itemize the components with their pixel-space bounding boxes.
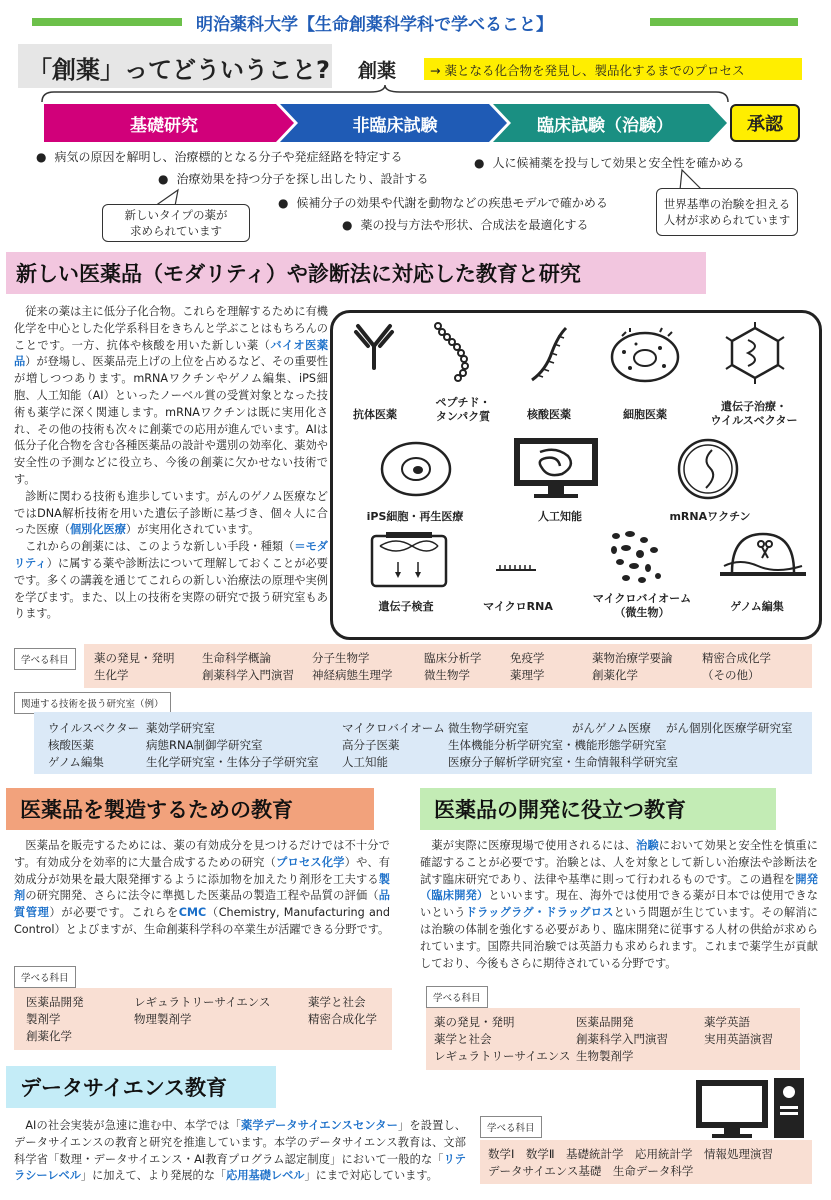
subject: 精密合成化学 (308, 1012, 377, 1026)
subject: 生命科学概論 (202, 651, 271, 665)
approval-box: 承認 (730, 104, 800, 142)
lab-tech: マイクロバイオーム (342, 721, 445, 735)
lab-name: 生体機能分析学研究室・機能形態学研究室 (448, 738, 667, 752)
step-clinical: 臨床試験（治験） (537, 115, 673, 136)
callout-right (656, 188, 798, 236)
header-bar-left (32, 18, 182, 26)
icon-label-genome-editing: ゲノム編集 (730, 600, 784, 613)
subject-line: 数学Ⅰ 数学Ⅱ 基礎統計学 応用統計学 情報処理演習 (488, 1147, 774, 1161)
labs-box (34, 712, 812, 774)
subject: 薬学英語 (704, 1015, 750, 1029)
formulation-term: 製剤 (14, 872, 390, 903)
icon-label-viral: 遺伝子治療・ ウイルスベクター (710, 400, 798, 427)
icon-label-mrna: mRNAワクチン (669, 510, 751, 523)
bullet-4: ● 薬の投与方法や形状、合成法を最適化する (342, 216, 589, 233)
genetic-test-icon (368, 532, 450, 592)
question-text: 「創薬」ってどういうこと? (28, 56, 330, 84)
icon-label-antibody: 抗体医薬 (353, 408, 397, 421)
bullet-1: ● 病気の原因を解明し、治療標的となる分子や発症経路を特定する (36, 148, 403, 165)
lab-tech: がんゲノム医療 (572, 721, 651, 735)
bio-pharma-term: バイオ医薬品 (14, 338, 329, 369)
subject: 創薬化学 (592, 668, 638, 682)
lab-tech: ゲノム編集 (48, 755, 104, 769)
drug-lag-term: ドラッグラグ・ドラッグロス (465, 906, 614, 920)
subject: （その他） (702, 668, 760, 682)
callout-left-line-1: 新しいタイプの薬が (124, 208, 228, 222)
subject: 薬の発見・発明 (94, 651, 175, 665)
manufacturing-subjects (14, 988, 392, 1050)
lab-tech: 高分子医薬 (342, 738, 400, 752)
bullet-2: ● 治療効果を持つ分子を探し出したり、設計する (158, 170, 429, 187)
manufacturing-text: 医薬品を販売するためには、薬の有効成分を見つけるだけでは不十分です。有効成分を効率的に大量合成するための研究（プロセス化学）や、有効成分が効果を最大限発揮するように添加物を加えたり剤形を工夫する製剤の研究開発、さらに法令に準拠した医薬品の製造工程や品質の評価（品質管理）が必要です。これらをCMC（Chemistry, Manufacturing and Control）とよびますが、生命創薬科学科の卒業生が活躍できる分野です。 (14, 839, 390, 936)
quality-control-term: 品質管理 (14, 889, 390, 920)
viral-vector-icon (724, 322, 786, 384)
icon-label-peptide: ペプチド・ タンパク質 (435, 396, 491, 423)
microrna-icon (494, 562, 538, 576)
mrna-vaccine-icon (676, 438, 740, 500)
lab-name: 生化学研究室・生体分子学研究室 (146, 755, 319, 769)
lab-tech: 人工知能 (342, 755, 388, 769)
subject: 分子生物学 (312, 651, 370, 665)
manufacturing-subjects-label: 学べる科目 (14, 966, 76, 988)
modality-text: 従来の薬は主に低分子化合物。これらを理解するために有機化学を中心とした化学系科目をきちんと学ぶことはもちろんのことです。一方、抗体や核酸を用いた新しい薬（バイオ医薬品）が登場し、医薬品売上げの上位を占めるなど、その重要性が増しつつあります。mRNAワクチンやゲノム編集、iPS細胞、人工知能（AI）といったノーベル賞の受賞対象となった技術も薬学に深く関連します。mRNAワクチンは既に実用化され、その他の技術も次々に創薬での応用が進んでいます。AIは低分子化合物を含む各種医薬品の設計や選別の効率化、薬効や安全性の予測などに役立ち、今後の創薬に欠かせない技術です。 診断に関わる技術も進歩しています。がんのゲノム医療などではDNA解析技術を用いた遺伝子診断に基づき、個々人に合った医療（個別化医療）が実用化されています。 これからの創薬には、このような新しい手段・種類（＝モダリティ）に属する薬や診断法について理解しておくことが必要です。多くの講義を通じてこれらの新しい治療法の原理や実例を学びます。また、以上の技術を実際の研究で扱う研究室もあります。 (14, 305, 329, 621)
callout-right-line-2: 人材が求められています (663, 213, 791, 227)
clinical-trial-term: 治験 (636, 839, 659, 852)
bullet-3: ● 候補分子の効果や代謝を動物などの疾患モデルで確かめる (278, 194, 608, 211)
subject: 医薬品開発 (26, 995, 84, 1009)
icon-label-microbiome: マイクロバイオーム （微生物） (592, 592, 692, 619)
modality-heading (6, 252, 706, 294)
subject: 実用英語演習 (704, 1032, 773, 1046)
subject: レギュラトリーサイエンス (134, 995, 271, 1009)
page-title: 明治薬科大学【生命創薬科学科で学べること】 (196, 15, 553, 35)
lab-name: 薬効学研究室 (146, 721, 215, 735)
datascience-subjects-label: 学べる科目 (480, 1116, 542, 1138)
step-basic-research: 基礎研究 (130, 115, 198, 136)
datascience-text: AIの社会実装が急速に進む中、本学では「薬学データサイエンスセンター」を設置し、データサイエンスの教育と研究を推進しています。本学のデータサイエンス教育は、文部科学省「数理・データサイエンス・AI教育プログラム認定制度」において一般的な「リテラシーレベル」に加えて、より発展的な「応用基礎レベル」にまで対応しています。 (14, 1119, 466, 1183)
icon-label-cell: 細胞医薬 (623, 408, 667, 421)
datascience-heading-text: データサイエンス教育 (20, 1076, 228, 1100)
subject: 製剤学 (26, 1012, 61, 1026)
subject: 薬の発見・発明 (434, 1015, 515, 1029)
icon-label-nucleic: 核酸医薬 (527, 408, 571, 421)
term-label: 創薬 (358, 60, 397, 82)
modality-subjects (84, 644, 812, 688)
process-chem-term: プロセス化学 (276, 855, 345, 869)
subject: 薬理学 (510, 668, 545, 682)
callout-left (102, 204, 250, 242)
callout-left-line-2: 求められています (130, 224, 222, 238)
clinical-dev-term: 開発（臨床開発） (420, 872, 818, 903)
lab-name: 医療分子解析学研究室・生命情報科学研究室 (448, 755, 678, 769)
subject: レギュラトリーサイエンス (434, 1049, 571, 1063)
cmc-term: CMC (178, 906, 207, 920)
header-bar-right (650, 18, 798, 26)
nucleic-acid-icon (528, 326, 568, 382)
definition-box: → 薬となる化合物を発見し、製品化するまでのプロセス (424, 58, 802, 80)
icon-label-microrna: マイクロRNA (483, 600, 553, 613)
applied-level-term: 応用基礎レベル (226, 1169, 305, 1183)
development-heading-text: 医薬品の開発に役立つ教育 (434, 798, 686, 822)
modality-subjects-label: 学べる科目 (14, 648, 76, 670)
ds-center-term: 薬学データサイエンスセンター (240, 1119, 398, 1132)
subject: 創薬科学入門演習 (576, 1032, 668, 1046)
subject: 臨床分析学 (424, 651, 482, 665)
subject: 創薬化学 (26, 1029, 72, 1043)
subject: 生化学 (94, 668, 129, 682)
subject: 創薬科学入門演習 (202, 668, 294, 682)
subject: 薬学と社会 (434, 1032, 492, 1046)
callout-right-pointer (676, 170, 706, 190)
peptide-icon (432, 322, 476, 382)
icon-label-genetic-test: 遺伝子検査 (378, 600, 434, 613)
development-subjects (426, 1008, 800, 1070)
cell-icon (608, 326, 682, 384)
lab-name: がん個別化医療学研究室 (666, 721, 793, 735)
lab-tech: 核酸医薬 (48, 738, 94, 752)
development-text: 薬が実際に医療現場で使用されるには、治験において効果と安全性を慎重に確認することが必要です。治験とは、人を対象として新しい治療法や診断法を試す臨床研究であり、法律や基準に則って行われるものです。この過程を開発（臨床開発）といいます。現在、海外では使用できる薬が日本では使用できないというドラッグラグ・ドラッグロスという問題が生じています。その解消には治験の体制を強化する必要があり、臨床開発に従事する人材の供給が求められています。国際共同治験では英語力も求められます。これまで薬学生が貢献しており、今後もさらに期待されている分野です。 (420, 839, 818, 970)
ai-icon (512, 436, 600, 500)
subject: 精密合成化学 (702, 651, 771, 665)
callout-right-line-1: 世界基準の治験を担える (663, 197, 791, 211)
subject: 薬学と社会 (308, 995, 366, 1009)
personalized-medicine-term: 個別化医療 (69, 523, 126, 537)
subject: 神経病態生理学 (312, 668, 393, 682)
computer-icon (694, 1076, 806, 1142)
subject: 薬物治療学要論 (592, 651, 673, 665)
lab-name: 病態RNA制御学研究室 (146, 738, 263, 752)
subject: 免疫学 (510, 651, 545, 665)
icon-label-ips: iPS細胞・再生医療 (366, 510, 464, 523)
manufacturing-heading (6, 788, 374, 830)
development-subjects-label: 学べる科目 (426, 986, 488, 1008)
step-nonclinical: 非臨床試験 (352, 115, 438, 136)
ips-cell-icon (380, 440, 452, 498)
lab-tech: ウイルスベクター (48, 721, 140, 735)
subject: 医薬品開発 (576, 1015, 634, 1029)
literacy-level-term: リテラシーレベル (14, 1152, 466, 1183)
datascience-heading (6, 1066, 276, 1108)
development-heading (420, 788, 776, 830)
manufacturing-heading-text: 医薬品を製造するための教育 (20, 798, 293, 822)
icon-label-ai: 人工知能 (538, 510, 582, 523)
process-bracket (40, 84, 730, 104)
modality-heading-text: 新しい医薬品（モダリティ）や診断法に対応した教育と研究 (16, 262, 581, 286)
labs-label: 関連する技術を扱う研究室（例） (14, 692, 171, 714)
datascience-subjects (480, 1140, 812, 1184)
genome-editing-icon (718, 528, 808, 578)
bullet-5: ● 人に候補薬を投与して効果と安全性を確かめる (474, 154, 745, 171)
subject-line: データサイエンス基礎 生命データ科学 (488, 1164, 694, 1178)
subject: 物理製剤学 (134, 1012, 192, 1026)
microbiome-icon (606, 530, 666, 586)
modality-term: ＝モダリティ (14, 540, 328, 570)
subject: 生物製剤学 (576, 1049, 634, 1063)
lab-name: 微生物学研究室 (448, 721, 529, 735)
antibody-icon (352, 322, 396, 370)
subject: 微生物学 (424, 668, 470, 682)
